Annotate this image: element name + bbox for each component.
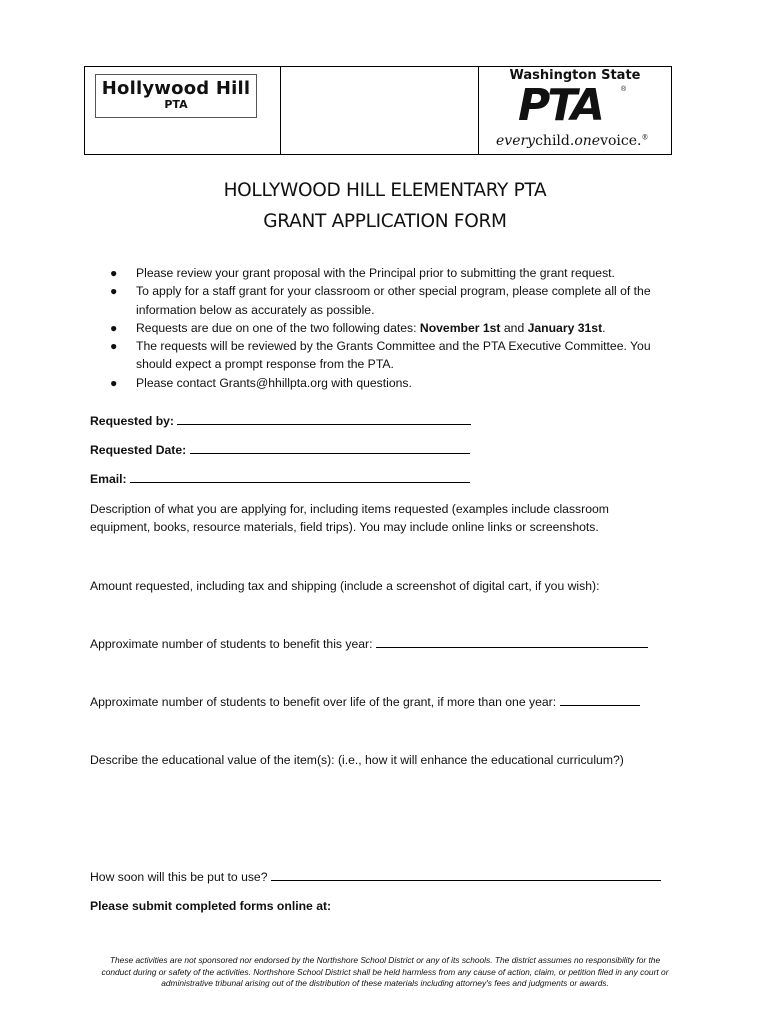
bullet-text: should expect a prompt response from the PTA. <box>136 357 394 372</box>
disclaimer <box>50 955 720 990</box>
requested-date-label: Requested Date: <box>90 443 187 457</box>
due-date-1: November 1st <box>419 320 501 335</box>
description-text: Description of what you are applying for, including items requested (examples include classroom <box>90 502 609 516</box>
slogan-voice: voice. <box>600 133 642 149</box>
wa-pta-registered: ® <box>621 86 627 93</box>
list-item <box>110 282 710 319</box>
disclaimer-line: administrative tribunal arising out of the distribution of these materials including attorney's fees and judgments or awards. <box>161 978 609 988</box>
school-logo-sub: PTA <box>164 98 188 111</box>
school-logo-name: Hollywood Hill <box>101 78 251 99</box>
students-life-label: Approximate number of students to benefit over life of the grant, if more than one year: <box>90 695 557 709</box>
bullet-text: Requests are due on one of the two following dates: <box>136 320 420 335</box>
slogan-child: child. <box>535 133 575 149</box>
students-year-label: Approximate number of students to benefit this year: <box>90 637 373 651</box>
bullet-icon: ● <box>110 266 118 280</box>
email-label: Email: <box>90 472 127 486</box>
wa-pta-slogan <box>496 133 648 149</box>
requested-by-field[interactable] <box>177 414 471 425</box>
bullet-text: To apply for a staff grant for your classroom or other special program, please complete all of the <box>136 284 651 299</box>
wa-pta-logo: PTA <box>518 80 602 131</box>
how-soon-row <box>90 868 690 886</box>
page-title-line2: GRANT APPLICATION FORM <box>263 211 507 232</box>
requested-date-field[interactable] <box>190 443 470 454</box>
description-text: equipment, books, resource materials, field trips). You may include online links or screenshots. <box>90 520 599 535</box>
list-item <box>110 319 710 337</box>
bullet-text: Please review your grant proposal with the Principal prior to submitting the grant request. <box>136 266 615 280</box>
requested-by-label: Requested by: <box>90 414 174 428</box>
slogan-every: every <box>496 133 536 149</box>
students-year-field[interactable] <box>376 637 648 648</box>
instructions-list <box>110 264 710 392</box>
students-life-row <box>90 693 690 711</box>
description-question <box>90 500 690 537</box>
amount-question: Amount requested, including tax and shipping (include a screenshot of digital cart, if you wish): <box>90 579 600 593</box>
slogan-registered: ® <box>641 133 649 142</box>
school-logo <box>95 74 257 118</box>
bullet-icon: ● <box>110 320 118 335</box>
due-date-2: January 31st <box>527 320 603 335</box>
requested-by-row <box>90 414 471 428</box>
list-item <box>110 337 710 374</box>
requested-date-row <box>90 443 470 457</box>
students-life-field[interactable] <box>560 695 640 706</box>
bullet-text: The requests will be reviewed by the Grants Committee and the PTA Executive Committee. You <box>136 339 651 354</box>
submit-instruction: Please submit completed forms online at: <box>90 899 332 913</box>
list-item <box>110 264 710 282</box>
slogan-one: one <box>574 133 601 149</box>
header-divider <box>280 66 281 155</box>
bullet-text: information below as accurately as possible. <box>136 302 375 317</box>
students-year-row <box>90 635 690 653</box>
bullet-icon: ● <box>110 339 118 354</box>
email-row <box>90 472 470 486</box>
list-item <box>110 374 710 392</box>
page-title-line1: HOLLYWOOD HILL ELEMENTARY PTA <box>223 180 547 201</box>
email-field[interactable] <box>130 472 470 483</box>
bullet-icon: ● <box>110 375 118 390</box>
disclaimer-line: These activities are not sponsored nor endorsed by the Northshore School District or any of its schools. The district assumes no responsibility for the <box>109 955 661 965</box>
how-soon-label: How soon will this be put to use? <box>90 870 268 884</box>
disclaimer-line: conduct during or safety of the activities. Northshore School District shall be held harmless from any cause of action, claim, or petition filed in any court or <box>101 966 669 977</box>
wa-pta-state: Washington State <box>509 68 641 83</box>
bullet-text: . <box>602 320 606 335</box>
how-soon-field[interactable] <box>271 870 661 881</box>
educational-value-question: Describe the educational value of the item(s): (i.e., how it will enhance the educational curriculum?) <box>90 753 624 767</box>
bullet-icon: ● <box>110 284 118 299</box>
bullet-text: and <box>500 320 528 335</box>
bullet-text: Please contact Grants@hhillpta.org with questions. <box>136 375 412 390</box>
